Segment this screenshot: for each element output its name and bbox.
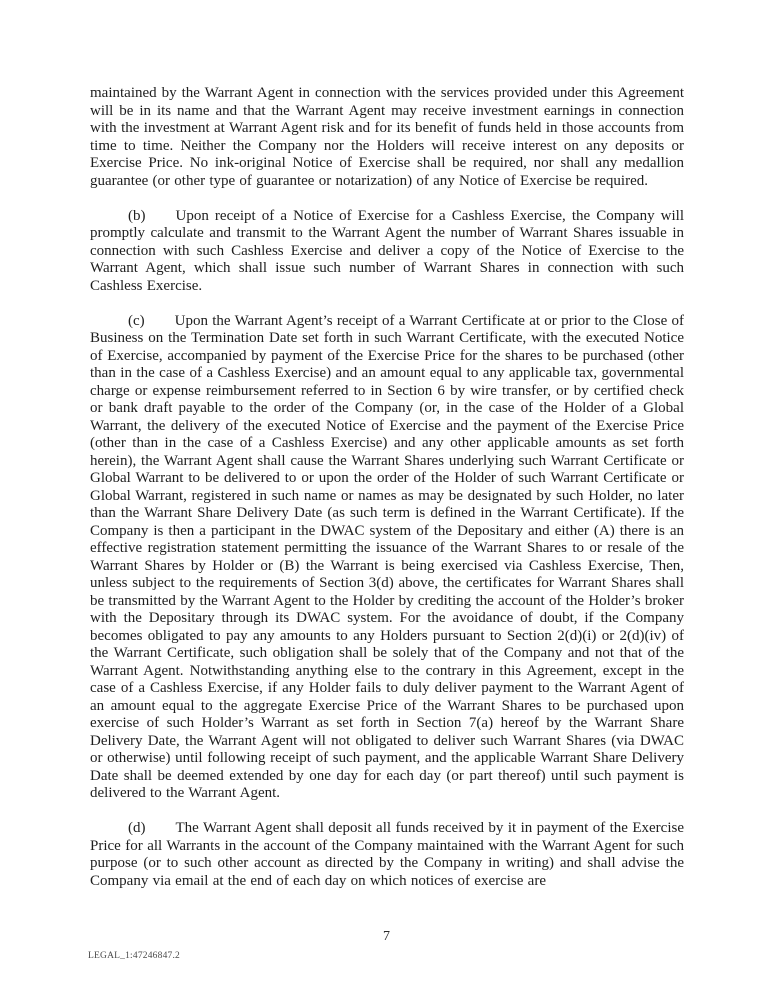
tab-space [146, 219, 176, 220]
paragraph-label-d: (d) [128, 820, 146, 836]
tab-space [146, 831, 176, 832]
document-body [90, 85, 684, 908]
tab-space [145, 324, 175, 325]
paragraph-text: maintained by the Warrant Agent in connection with the services provided under this Agreement will be in its name and that the Warrant Agent may receive investment earnings in connection with the investment at Warrant Agent risk and for its benefit of funds held in those accounts from time to time. Neither the Company nor the Holders will receive interest on any deposits or Exercise Price. No ink-original Notice of Exercise shall be required, nor shall any medallion guarantee (or other type of guarantee or notarization) of any Notice of Exercise be required. [90, 85, 684, 189]
paragraph-label-c: (c) [128, 312, 145, 329]
paragraph-c [90, 313, 684, 803]
paragraph-text: The Warrant Agent shall deposit all funds received by it in payment of the Exercise Price for all Warrants in the account of the Company maintained with the Warrant Agent for such purpose (or to such other account as directed by the Company in writing) and shall advise the Company via email at the end of each day on which notices of exercise are [90, 820, 684, 889]
legal-doc-id: LEGAL_1:47246847.2 [88, 951, 180, 961]
paragraph-text: Upon the Warrant Agent’s receipt of a Warrant Certificate at or prior to the Close of Business on the Termination Date set forth in such Warrant Certificate, with the executed Notice of Exercise, accompanied by payment of the Exercise Price for the shares to be purchased (other than in the case of a Cashless Exercise) and an amount equal to any applicable tax, governmental charge or expense reimbursement referred to in Section 6 by wire transfer, or by certified check or bank draft payable to the order of the Company (or, in the case of the Holder of a Global Warrant, the delivery of the executed Notice of Exercise and the payment of the Exercise Price (other than in the case of a Cashless Exercise) and any other applicable amounts as set forth herein), the Warrant Agent shall cause the Warrant Shares underlying such Warrant Certificate or Global Warrant to be delivered to or upon the order of the Holder of such Warrant Certificate or Global Warrant, registered in such name or names as may be designated by such Holder, no later than the Warrant Share Delivery Date (as such term is defined in the Warrant Certificate). If the Company is then a participant in the DWAC system of the Depositary and either (A) there is an effective registration statement permitting the issuance of the Warrant Shares to or resale of the Warrant Shares by Holder or (B) the Warrant is being exercised via Cashless Exercise, Then, unless subject to the requirements of Section 3(d) above, the certificates for Warrant Shares shall be transmitted by the Warrant Agent to the Holder by crediting the account of the Holder’s broker with the Depositary through its DWAC system. For the avoidance of doubt, if the Company becomes obligated to pay any amounts to any Holders pursuant to Section 2(d)(i) or 2(d)(iv) of the Warrant Certificate, such obligation shall be solely that of the Company and not that of the Warrant Agent. Notwithstanding anything else to the contrary in this Agreement, except in the case of a Cashless Exercise, if any Holder fails to duly deliver payment to the Warrant Agent of an amount equal to the aggregate Exercise Price of the Warrant Shares to be purchased upon exercise of such Holder’s Warrant as set forth in Section 7(a) hereof by the Warrant Share Delivery Date, the Warrant Agent will not obligated to deliver such Warrant Shares (via DWAC or otherwise) until following receipt of such payment, and the applicable Warrant Share Delivery Date shall be deemed extended by one day for each day (or part thereof) until such payment is delivered to the Warrant Agent. [90, 312, 684, 801]
paragraph-label-b: (b) [128, 207, 146, 224]
paragraph-text: Upon receipt of a Notice of Exercise for a Cashless Exercise, the Company will promptly calculate and transmit to the Warrant Agent the number of Warrant Shares issuable in connection with such Cashless Exercise and deliver a copy of the Notice of Exercise to the Warrant Agent, which shall issue such number of Warrant Shares in connection with such Cashless Exercise. [90, 207, 684, 294]
paragraph-continuation [90, 85, 684, 190]
paragraph-d [90, 820, 684, 890]
page-number: 7 [383, 929, 390, 944]
paragraph-b [90, 208, 684, 296]
